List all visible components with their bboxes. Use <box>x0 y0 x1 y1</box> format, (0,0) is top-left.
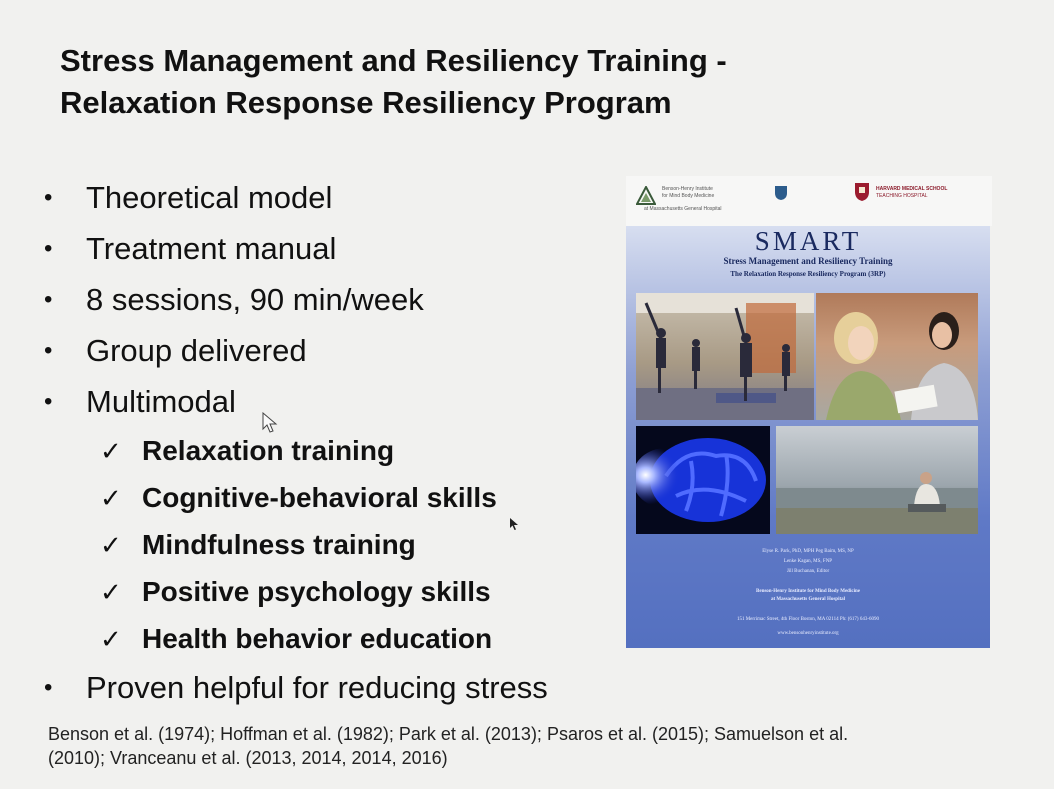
cover-authors-2: Lenke Kagan, MS, FNP <box>783 559 833 564</box>
bullet-text: Multimodal <box>86 384 236 419</box>
bullet-glyph: • <box>44 674 53 701</box>
cover-address: 151 Merrimac Street, 4th Floor Boston, MA 02114 Ph: (617) 643-6090 <box>736 617 880 622</box>
harvard-shield-icon <box>854 182 870 202</box>
bullet-glyph: • <box>44 337 53 364</box>
harvard-logo <box>854 182 989 206</box>
logo-left-line: for Mind Body Medicine <box>662 193 715 199</box>
references <box>48 722 998 770</box>
book-cover-image <box>626 226 990 648</box>
bullet-text: Theoretical model <box>86 180 333 215</box>
mouse-pointer-icon <box>262 412 278 434</box>
bullet-glyph: • <box>44 184 53 211</box>
triangle-logo-icon <box>636 186 656 206</box>
cover-website: www.bensonhenryinstitute.org <box>777 631 839 636</box>
cover-org-1: Benson-Henry Institute for Mind Body Medicine <box>756 589 860 594</box>
cover-logo-strip <box>626 176 992 226</box>
bullet-text: Group delivered <box>86 333 307 368</box>
slide-title <box>60 40 880 124</box>
cover-title: SMART <box>754 226 862 256</box>
bullet-glyph: • <box>44 388 53 415</box>
references-line-1: Benson et al. (1974); Hoffman et al. (1982); Park et al. (2013); Psaros et al. (2015); Samuelson et al. <box>48 724 849 744</box>
sub-bullet-text: Cognitive-behavioral skills <box>142 482 497 513</box>
benson-henry-logo <box>634 182 804 216</box>
sub-bullet-text: Mindfulness training <box>142 529 416 560</box>
meditation-seaside-photo <box>776 426 978 534</box>
bullet-text: Treatment manual <box>86 231 337 266</box>
counseling-photo <box>816 293 978 420</box>
yoga-figures-illustration <box>636 293 814 420</box>
check-icon: ✓ <box>100 624 122 654</box>
yoga-class-photo <box>636 293 814 420</box>
seaside-illustration <box>776 426 978 534</box>
cover-org-2: at Massachusetts General Hospital <box>770 597 846 602</box>
bullet-glyph: • <box>44 235 53 262</box>
two-women-illustration <box>816 293 978 420</box>
bullet-text: Proven helpful for reducing stress <box>86 670 548 705</box>
bullet-glyph: • <box>44 286 53 313</box>
brain-scan-photo <box>636 426 770 534</box>
title-line-2: Relaxation Response Resiliency Program <box>60 85 672 120</box>
check-icon: ✓ <box>100 577 122 607</box>
check-icon: ✓ <box>100 436 122 466</box>
mouse-pointer-icon <box>509 517 519 531</box>
references-line-2: (2010); Vranceanu et al. (2013, 2014, 2014, 2016) <box>48 748 448 768</box>
logo-right-line: TEACHING HOSPITAL <box>876 193 928 199</box>
sub-bullet-text: Relaxation training <box>142 435 395 466</box>
sub-bullet-text: Health behavior education <box>142 623 493 654</box>
bullet-text: 8 sessions, 90 min/week <box>86 282 424 317</box>
cover-authors-3: Jill Buchanan, Editor <box>786 569 830 574</box>
cover-authors-1: Elyse R. Park, PhD, MPH Peg Baim, MS, NP <box>762 549 854 554</box>
cover-subtitle-2: The Relaxation Response Resiliency Program (3RP) <box>730 270 886 278</box>
brain-illustration <box>636 426 770 534</box>
logo-left-line: Benson-Henry Institute <box>662 186 713 192</box>
cover-subtitle-1: Stress Management and Resiliency Training <box>723 256 893 266</box>
check-icon: ✓ <box>100 483 122 513</box>
logo-right-line: HARVARD MEDICAL SCHOOL <box>876 186 948 192</box>
mgh-shield-icon <box>774 185 788 201</box>
sub-bullet-text: Positive psychology skills <box>142 576 491 607</box>
title-line-1: Stress Management and Resiliency Training - <box>60 43 727 78</box>
check-icon: ✓ <box>100 530 122 560</box>
logo-left-line: at Massachusetts General Hospital <box>644 206 722 212</box>
